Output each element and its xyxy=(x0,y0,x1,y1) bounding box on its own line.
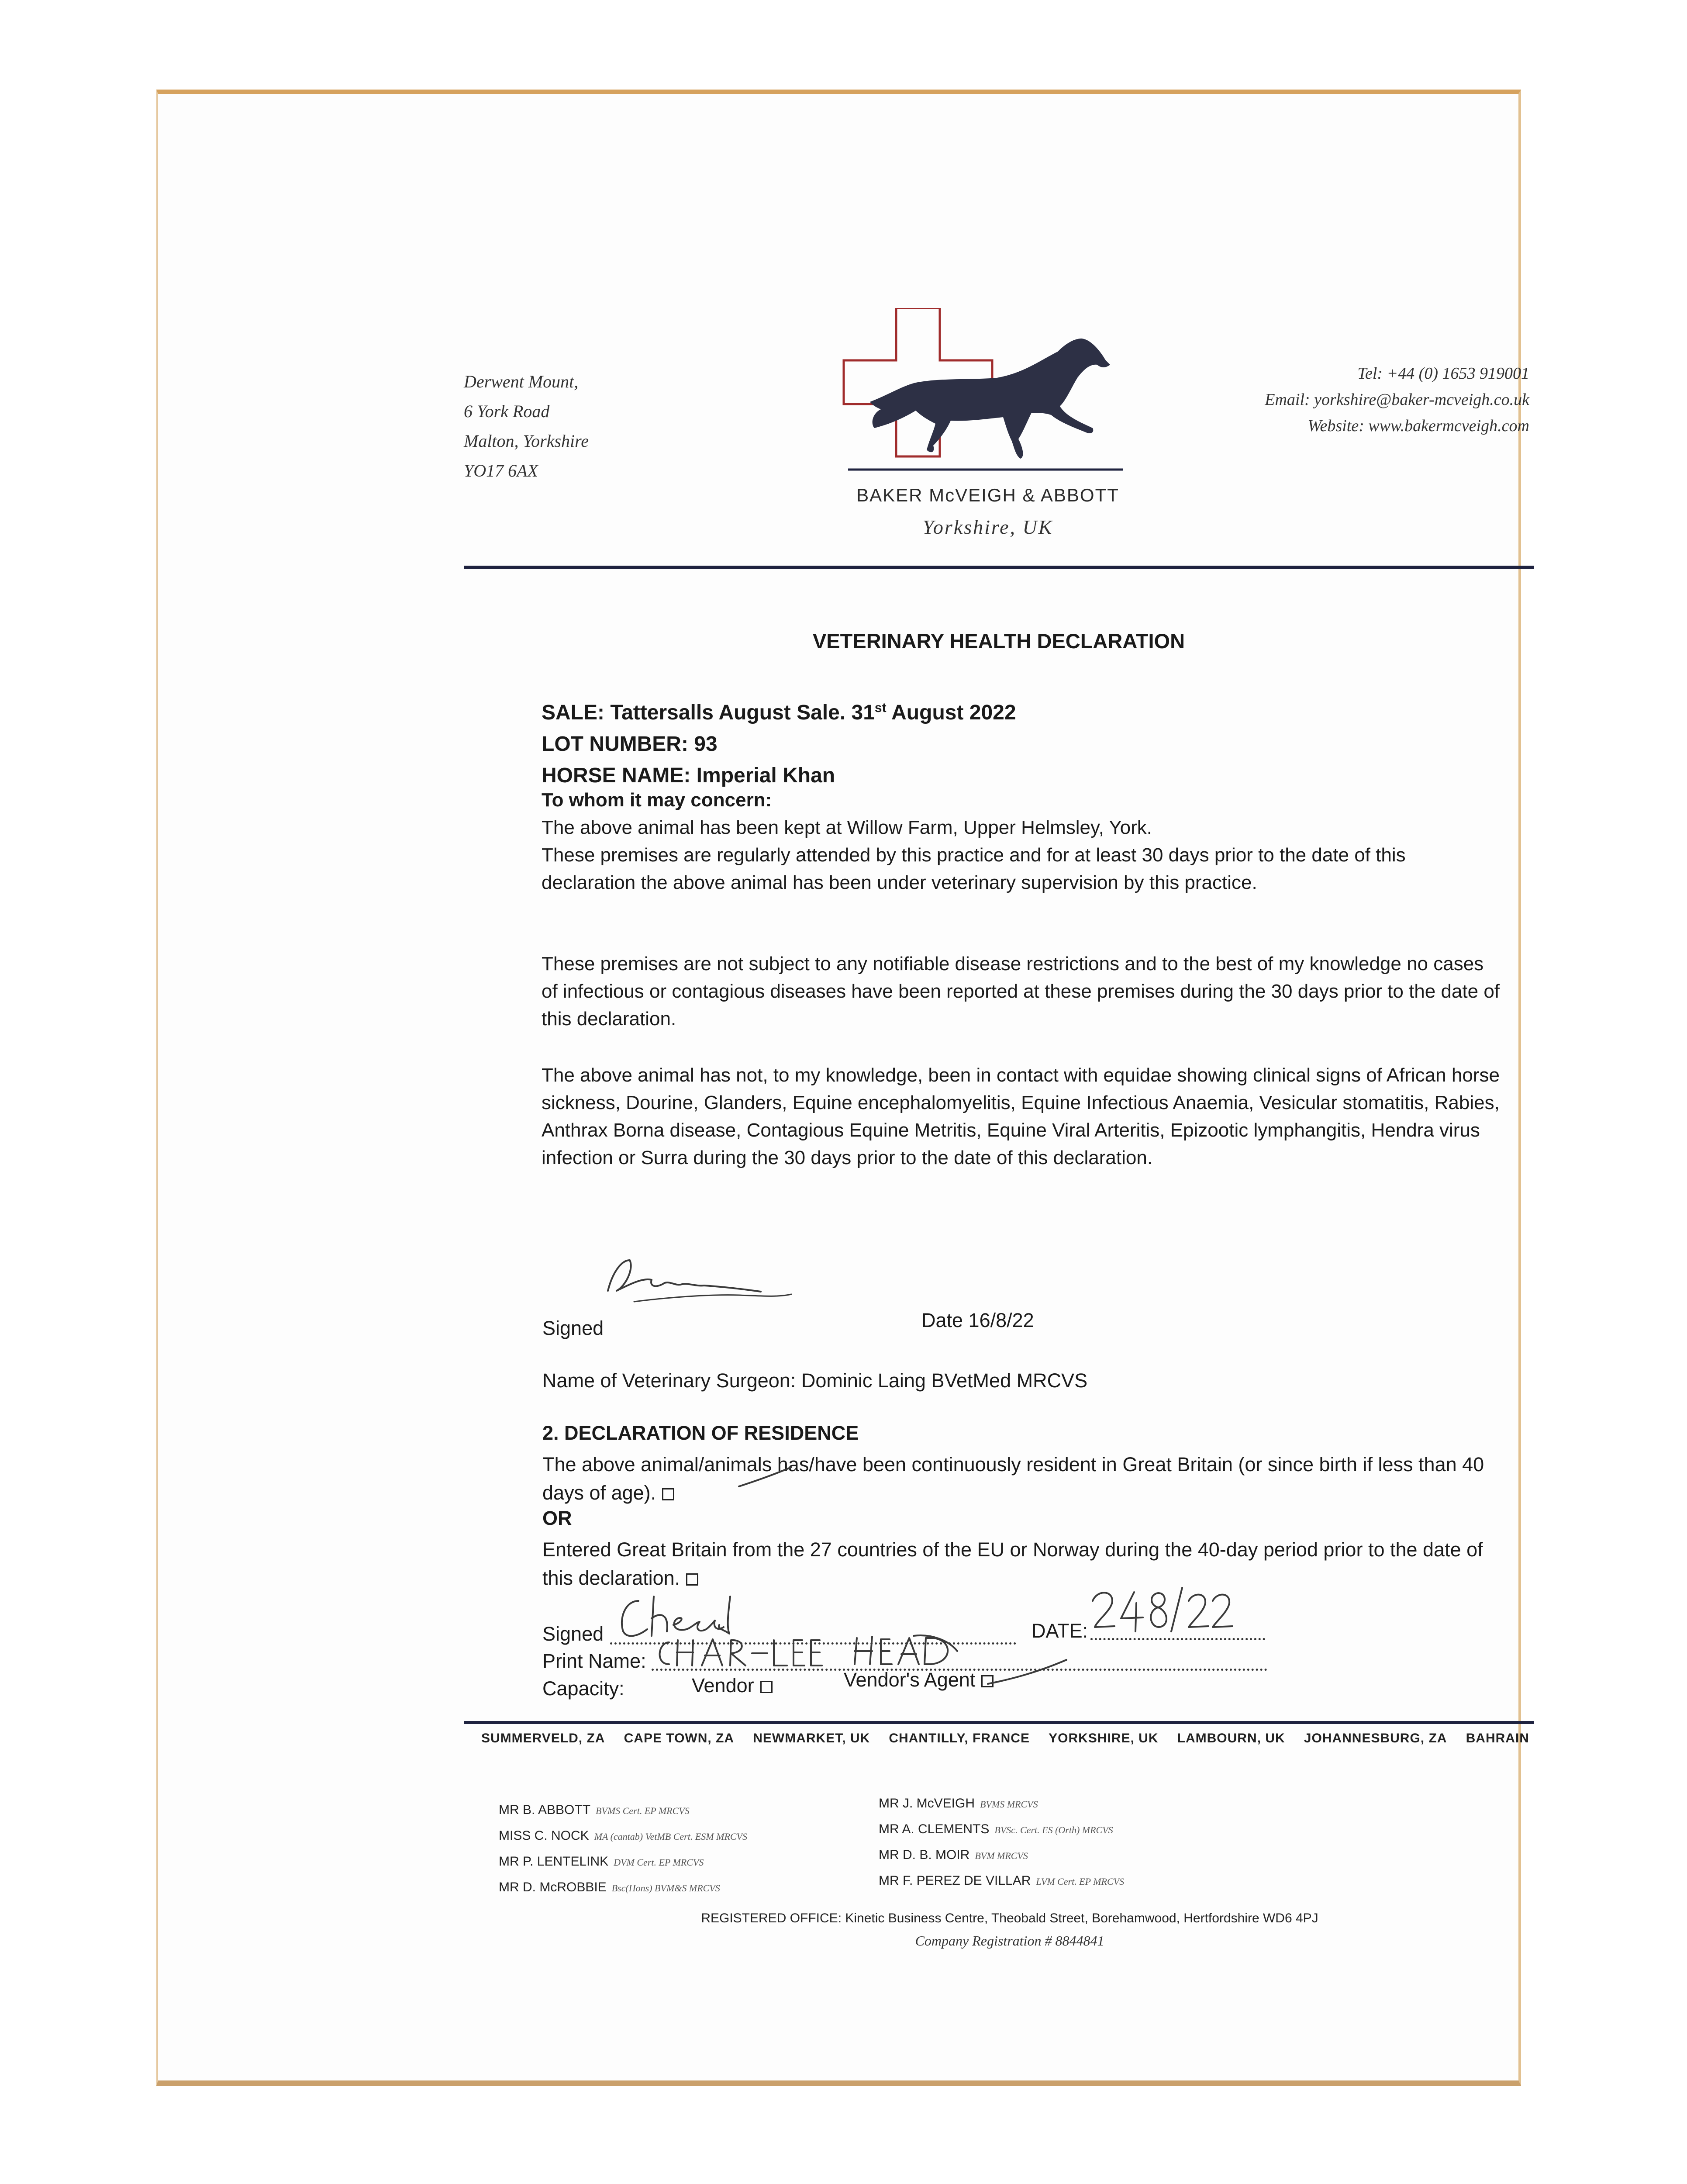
sale-details xyxy=(542,692,1502,791)
vendor-label: Vendor xyxy=(692,1674,754,1697)
address-line: YO17 6AX xyxy=(464,461,538,480)
option-1-tick xyxy=(735,1461,796,1492)
partner-name: MISS C. NOCK xyxy=(499,1828,589,1843)
vet-signed-label: Signed xyxy=(542,1317,604,1339)
email: Email: yorkshire@baker-mcveigh.co.uk xyxy=(1265,390,1529,409)
company-registration: Company Registration # 8844841 xyxy=(915,1933,1104,1949)
date-line xyxy=(1090,1638,1265,1640)
residence-option-2-text: Entered Great Britain from the 27 countries of the EU or Norway during the 40-day period prior to the date of this declaration. xyxy=(542,1538,1483,1589)
option-2-checkbox[interactable] xyxy=(686,1573,698,1586)
or-label: OR xyxy=(542,1507,572,1529)
partner xyxy=(879,1868,1272,1894)
partner-name: MR D. McROBBIE xyxy=(499,1880,607,1894)
declaration-body-3: The above animal has not, to my knowledge, been in contact with equidae showing clinical signs of African horse sickness, Dourine, Glanders, Equine encephalomyelitis, Equine Infectious Anaemia, Vesicular stomatitis, Rabies, Anthrax Borna disease, Contagious Equine Metritis, Equine Viral Arteritis, Epizootic lymphangitis, Hendra virus infection or Surra during the 30 days prior to the date of this declaration. xyxy=(542,1064,1500,1168)
sale-month: August 2022 xyxy=(886,701,1016,724)
partner-name: MR P. LENTELINK xyxy=(499,1854,609,1869)
partner-quals: BVMS MRCVS xyxy=(980,1799,1038,1810)
footer-rule xyxy=(464,1721,1534,1724)
vendor-agent-label: Vendor's Agent xyxy=(844,1669,976,1691)
residence-heading: 2. DECLARATION OF RESIDENCE xyxy=(542,1422,859,1444)
document-title: VETERINARY HEALTH DECLARATION xyxy=(812,629,1185,653)
vendor-checkbox[interactable] xyxy=(760,1681,773,1693)
website: Website: www.bakermcveigh.com xyxy=(1308,417,1529,435)
partner-name: MR B. ABBOTT xyxy=(499,1803,591,1817)
firm-location: Yorkshire, UK xyxy=(922,516,1053,538)
residence-option-2 xyxy=(542,1535,1512,1592)
partners-right xyxy=(879,1791,1272,1894)
location: SUMMERVELD, ZA xyxy=(481,1731,605,1745)
option-1-checkbox[interactable] xyxy=(662,1488,674,1500)
sale-ordinal: st xyxy=(874,701,887,715)
partner xyxy=(499,1823,892,1849)
owner-date-handwritten xyxy=(1088,1583,1237,1636)
partner-quals: LVM Cert. EP MRCVS xyxy=(1036,1876,1125,1887)
premises-line: The above animal has been kept at Willow Farm, Upper Helmsley, York. xyxy=(542,817,1152,838)
declaration-body-2: These premises are not subject to any notifiable disease restrictions and to the best of my knowledge no cases of infectious or contagious diseases have been reported at these premises during the 30 days prior to the date of this declaration. xyxy=(542,953,1500,1030)
declaration-body-1 xyxy=(542,786,1502,896)
header-rule xyxy=(464,566,1534,569)
firm-name: BAKER McVEIGH & ABBOTT xyxy=(856,485,1119,505)
practice-contact xyxy=(1189,360,1529,439)
partner-name: MR J. McVEIGH xyxy=(879,1796,975,1811)
vendor-agent-option xyxy=(844,1669,994,1691)
location: CHANTILLY, FRANCE xyxy=(889,1731,1030,1745)
owner-date-label: DATE: xyxy=(1032,1620,1088,1642)
partner-quals: Bsc(Hons) BVM&S MRCVS xyxy=(611,1883,720,1894)
partner-name: MR A. CLEMENTS xyxy=(879,1822,990,1836)
office-locations xyxy=(481,1731,1529,1746)
partner-name: MR F. PEREZ DE VILLAR xyxy=(879,1873,1031,1888)
supervision-text: These premises are regularly attended by this practice and for at least 30 days prior to the date of this declaration the above animal has been under veterinary supervision by this practice. xyxy=(542,844,1406,893)
sale-line xyxy=(542,692,1502,729)
vet-signature-date: Date 16/8/22 xyxy=(921,1309,1034,1331)
partner xyxy=(879,1791,1272,1817)
location: CAPE TOWN, ZA xyxy=(624,1731,735,1745)
registered-office: REGISTERED OFFICE: Kinetic Business Centre, Theobald Street, Borehamwood, Hertfordshire WD6 4PJ xyxy=(701,1911,1318,1925)
address-line: 6 York Road xyxy=(464,401,550,421)
horse-cross-logo xyxy=(839,308,1132,478)
partner-name: MR D. B. MOIR xyxy=(879,1848,970,1862)
location: BAHRAIN xyxy=(1466,1731,1529,1745)
vet-signature xyxy=(595,1243,800,1317)
printed-name-handwritten xyxy=(652,1627,966,1671)
location: NEWMARKET, UK xyxy=(753,1731,870,1745)
location: JOHANNESBURG, ZA xyxy=(1304,1731,1447,1745)
lot-number: LOT NUMBER: 93 xyxy=(542,733,718,756)
partner xyxy=(879,1817,1272,1842)
address-line: Malton, Yorkshire xyxy=(464,431,589,451)
partner-quals: MA (cantab) VetMB Cert. ESM MRCVS xyxy=(594,1831,747,1842)
vendor-option xyxy=(692,1674,773,1697)
vendor-agent-tick xyxy=(983,1655,1071,1690)
salutation: To whom it may concern: xyxy=(542,789,772,811)
partner xyxy=(499,1875,892,1901)
partner xyxy=(879,1842,1272,1868)
partner-quals: BVMS Cert. EP MRCVS xyxy=(596,1805,690,1816)
partner-quals: DVM Cert. EP MRCVS xyxy=(614,1857,704,1868)
partner xyxy=(499,1797,892,1823)
horse-name: HORSE NAME: Imperial Khan xyxy=(542,764,835,787)
residence-option-1-text: The above animal/animals has/have been continuously resident in Great Britain (or since birth if less than 40 days of age). xyxy=(542,1453,1484,1504)
vet-surgeon-name: Name of Veterinary Surgeon: Dominic Laing BVetMed MRCVS xyxy=(542,1369,1088,1392)
practice-address xyxy=(464,367,708,486)
sale-text: SALE: Tattersalls August Sale. 31 xyxy=(542,701,875,724)
partner-quals: BVM MRCVS xyxy=(975,1850,1028,1861)
owner-signed-label: Signed xyxy=(542,1623,604,1645)
capacity-label: Capacity: xyxy=(542,1677,624,1700)
residence-option-1 xyxy=(542,1450,1512,1507)
location: LAMBOURN, UK xyxy=(1177,1731,1285,1745)
print-name-label: Print Name: xyxy=(542,1650,646,1672)
telephone: Tel: +44 (0) 1653 919001 xyxy=(1357,364,1529,383)
partner xyxy=(499,1849,892,1875)
partner-quals: BVSc. Cert. ES (Orth) MRCVS xyxy=(994,1825,1113,1835)
location: YORKSHIRE, UK xyxy=(1049,1731,1159,1745)
document-sheet xyxy=(156,90,1529,2086)
partners-left xyxy=(499,1797,892,1901)
address-line: Derwent Mount, xyxy=(464,372,579,391)
